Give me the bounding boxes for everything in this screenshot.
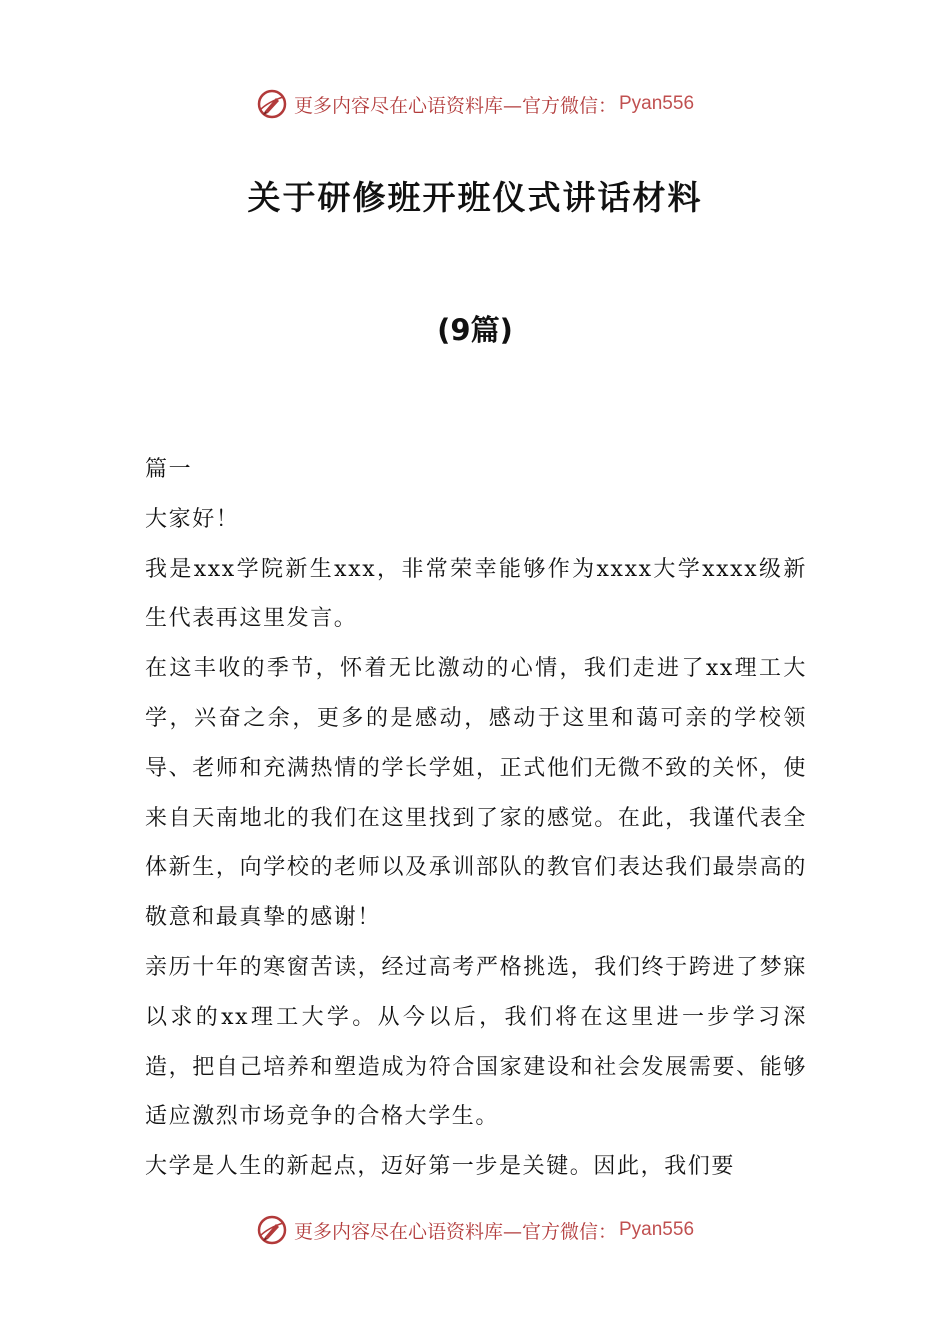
paragraph: 大家好！ bbox=[145, 506, 240, 532]
section-heading: 篇一 bbox=[145, 457, 193, 482]
watermark-account: Pyan556 bbox=[619, 1219, 695, 1240]
document-subtitle: (9篇) bbox=[437, 313, 513, 347]
paragraph: 大学是人生的新起点，迈好第一步是关键。因此，我们要 bbox=[145, 1154, 736, 1180]
paragraph: 我是xxx学院新生xxx，非常荣幸能够作为xxxx大学xxxx级新生代表再这里发言。 bbox=[145, 556, 807, 632]
pen-logo-icon bbox=[256, 88, 288, 120]
watermark-banner-top bbox=[0, 84, 950, 124]
watermark-text: 更多内容尽在心语资料库—官方微信： bbox=[293, 1220, 617, 1243]
pen-logo-icon bbox=[256, 1214, 288, 1246]
watermark-text: 更多内容尽在心语资料库—官方微信： bbox=[293, 94, 617, 117]
paragraph: 在这丰收的季节，怀着无比激动的心情，我们走进了xx理工大学，兴奋之余，更多的是感动，感动于这里和蔼可亲的学校领导、老师和充满热情的学长学姐，正式他们无微不致的关怀，使来自天南地北的我们在这里找到了家的感觉。在此，我谨代表全体新生，向学校的老师以及承训部队的教官们表达我们最崇高的敬意和最真挚的感谢！ bbox=[145, 656, 807, 931]
document-title: 关于研修班开班仪式讲话材料 bbox=[247, 178, 703, 217]
document-body bbox=[145, 445, 807, 1192]
watermark-banner-bottom bbox=[0, 1210, 950, 1250]
watermark-account: Pyan556 bbox=[619, 93, 695, 114]
paragraph: 亲历十年的寒窗苦读，经过高考严格挑选，我们终于跨进了梦寐以求的xx理工大学。从今以后，我们将在这里进一步学习深造，把自己培养和塑造成为符合国家建设和社会发展需要、能够适应激烈市场竞争的合格大学生。 bbox=[145, 954, 807, 1130]
